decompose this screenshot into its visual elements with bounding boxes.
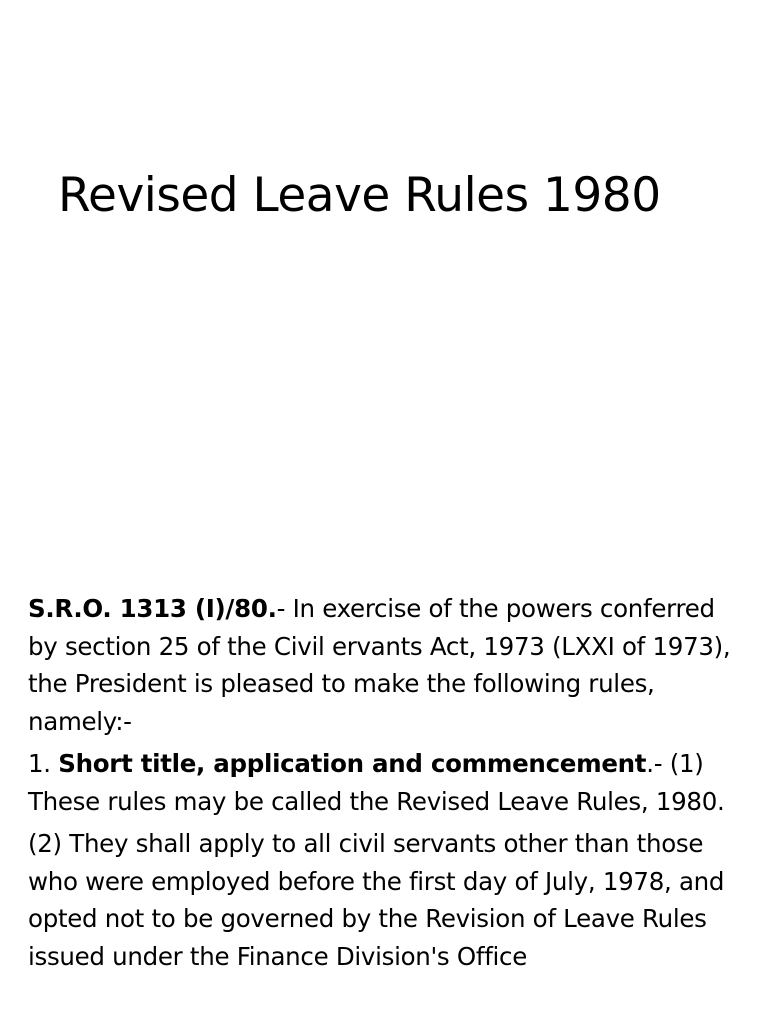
- paragraph-sro-preamble: [28, 590, 740, 740]
- rule-heading: Short title, application and commencement: [58, 749, 647, 778]
- rule-1-text: .- (1) These rules may be called the Revised Leave Rules, 1980.: [28, 749, 725, 816]
- paragraph-rule-1: [28, 745, 740, 820]
- rule-number: 1.: [28, 749, 59, 778]
- page-title: Revised Leave Rules 1980: [58, 168, 661, 223]
- body-text: [28, 590, 740, 975]
- paragraph-rule-1-2: [28, 825, 740, 975]
- rule-1-2-text: (2) They shall apply to all civil servants other than those who were employed before the first day of July, 1978, and opted not to be governed by the Revision of Leave Rules issued under the Finance Division's Office: [28, 829, 725, 971]
- preamble-text: - In exercise of the powers conferred by section 25 of the Civil ervants Act, 1973 (LXXI of 1973), the President is pleased to make the following rules, namely:-: [28, 594, 731, 736]
- sro-number: S.R.O. 1313 (I)/80.: [28, 594, 277, 623]
